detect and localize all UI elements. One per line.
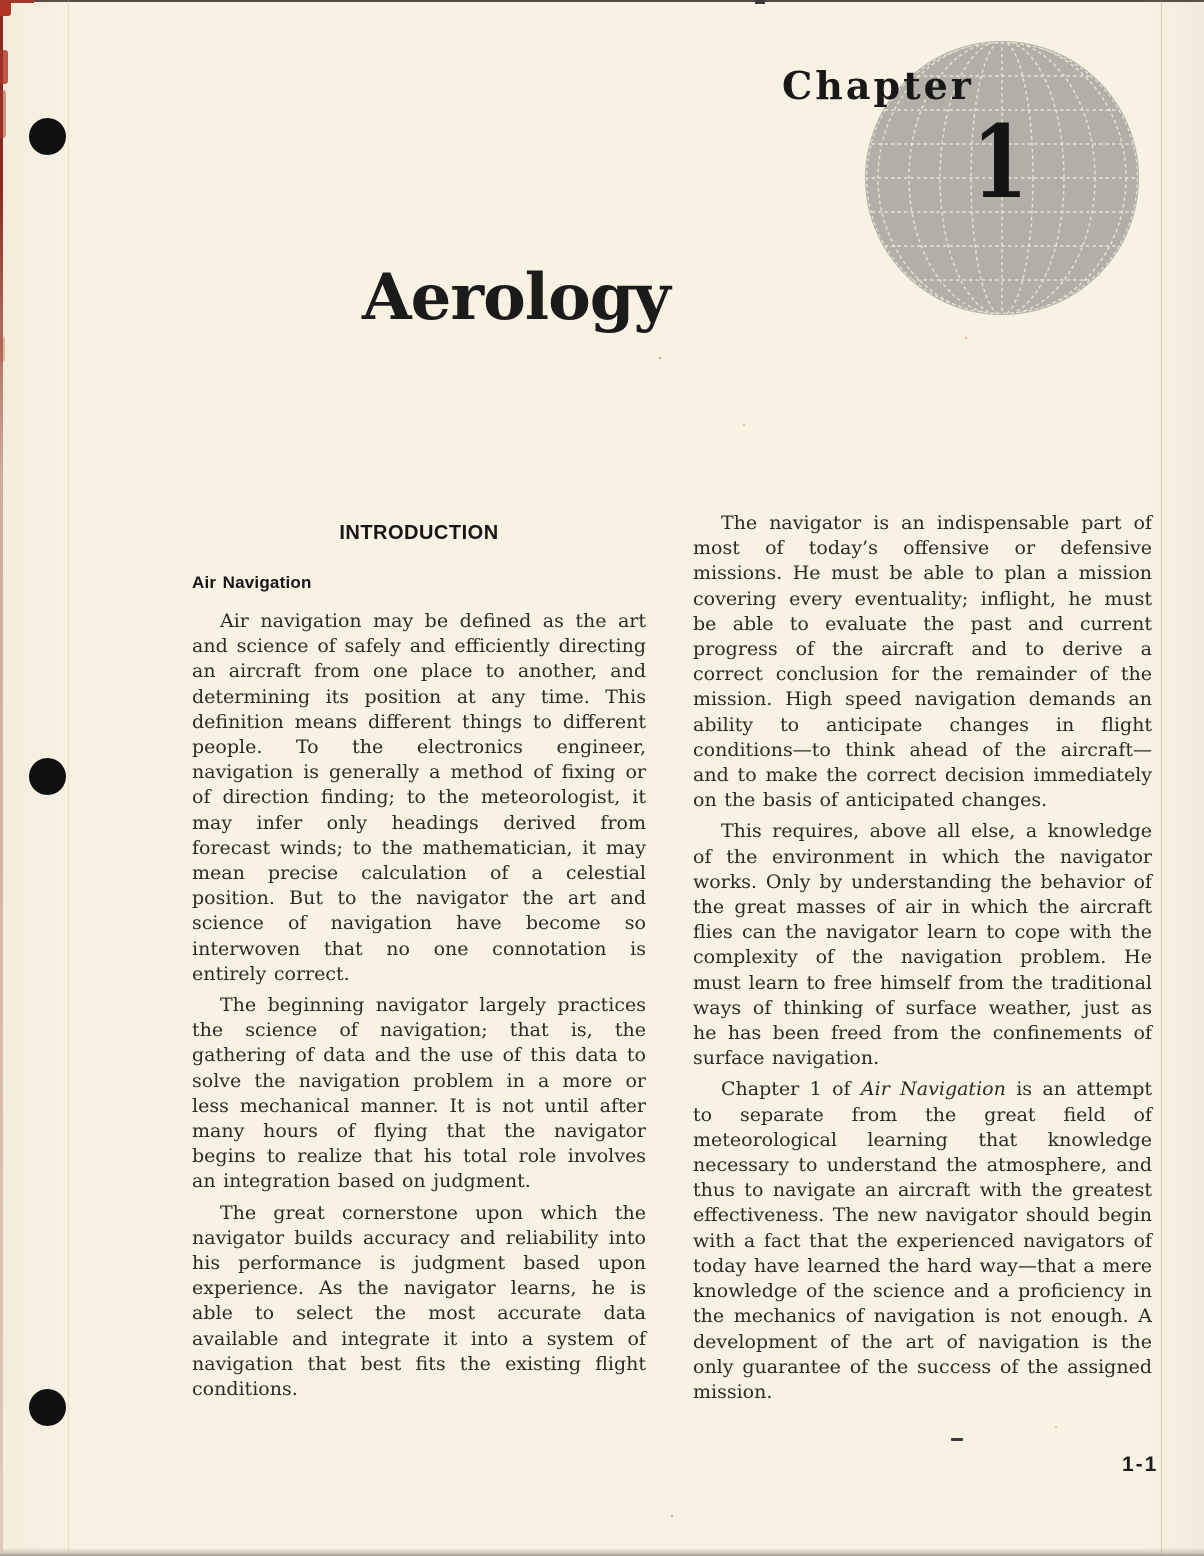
binding-red-mark — [0, 336, 5, 362]
section-heading-introduction: INTRODUCTION — [339, 522, 499, 544]
paragraph: The beginning navigator largely practices the science of navigation; that is, the gathering of data and the use of this data to solve the navigation problem in a more or less mechanical manner. It is not until after many hours of flying that the navigator begins to realize that his total role involves an integration based on judgment. — [192, 994, 646, 1193]
paragraph: This requires, above all else, a knowledge of the environment in which the navigator works. Only by understanding the behavior of the great masses of air in which the aircraft flies can the navigator learn to cope with the complexity of the navigation problem. He must learn to free himself from the traditional ways of thinking of surface weather, just as he has been freed from the confinements of surface navigation. — [693, 820, 1152, 1070]
punch-hole — [29, 118, 66, 155]
stray-mark — [951, 1438, 963, 1441]
paragraph: Air navigation may be defined as the art and science of safely and efficiently directing an aircraft from one place to another, and determining its position at any time. This definition means different things to different people. To the electronics engineer, navigation is generally a method of fixing or of direction finding; to the meteorologist, it may infer only headings derived from forecast winds; to the mathematician, it may mean precise calculation of a celestial position. But to the navigator the art and science of navigation have become so interwoven that no one connotation is entirely correct. — [192, 610, 646, 985]
punch-hole — [29, 1389, 66, 1426]
paragraph: The navigator is an indispensable part of most of today’s offensive or defensive missions. He must be able to plan a mission covering every eventuality; inflight, he must be able to evaluate the past and current progress of the aircraft and to derive a correct conclusion for the remainder of the mission. High speed navigation demands an ability to anticipate changes in flight conditions—to think ahead of the aircraft—and to make the correct decision immediately on the basis of anticipated changes. — [693, 512, 1152, 812]
page-number: 1-1 — [1122, 1453, 1159, 1476]
chapter-label: Chapter — [782, 63, 974, 108]
page-title: Aerology — [362, 260, 670, 335]
subsection-heading-air-navigation: Air Navigation — [192, 573, 312, 592]
page-bottom-edge — [0, 1549, 1204, 1556]
paragraph — [693, 1077, 1152, 1405]
page-top-notch — [755, 0, 765, 4]
left-column — [192, 521, 646, 1402]
punch-hole — [29, 758, 66, 795]
binding-red-mark — [0, 50, 8, 84]
paper-fold-line — [68, 0, 69, 1556]
binding-red-mark — [0, 90, 6, 138]
right-column — [693, 511, 1152, 1405]
book-title-italic: Air Navigation — [860, 1078, 1006, 1101]
paragraph: The great cornerstone upon which the navigator builds accuracy and reliability into his performance is judgment based upon experience. As the navigator learns, he is able to select the most accurate data available and integrate it into a system of navigation that best fits the existing flight conditions. — [192, 1201, 646, 1401]
paragraph-text: is an attempt to separate from the great field of meteorological learning that knowledge necessary to understand the atmosphere, and thus to navigate an aircraft with the greatest effectiveness. The new navigator should begin with a fact that the experienced navigators of today have learned the hard way—that a mere knowledge of the science and a proficiency in the mechanics of navigation is not enough. A development of the art of navigation is the only guarantee of the success of the assigned mission. — [693, 1078, 1153, 1403]
chapter-number: 1 — [972, 103, 1028, 221]
paragraph-text: Chapter 1 of — [721, 1078, 861, 1101]
binding-edge — [0, 0, 3, 1556]
page-top-edge — [0, 0, 1204, 2]
page-top-edge-red — [0, 0, 34, 3]
page-right-edge-line — [1161, 0, 1162, 1556]
